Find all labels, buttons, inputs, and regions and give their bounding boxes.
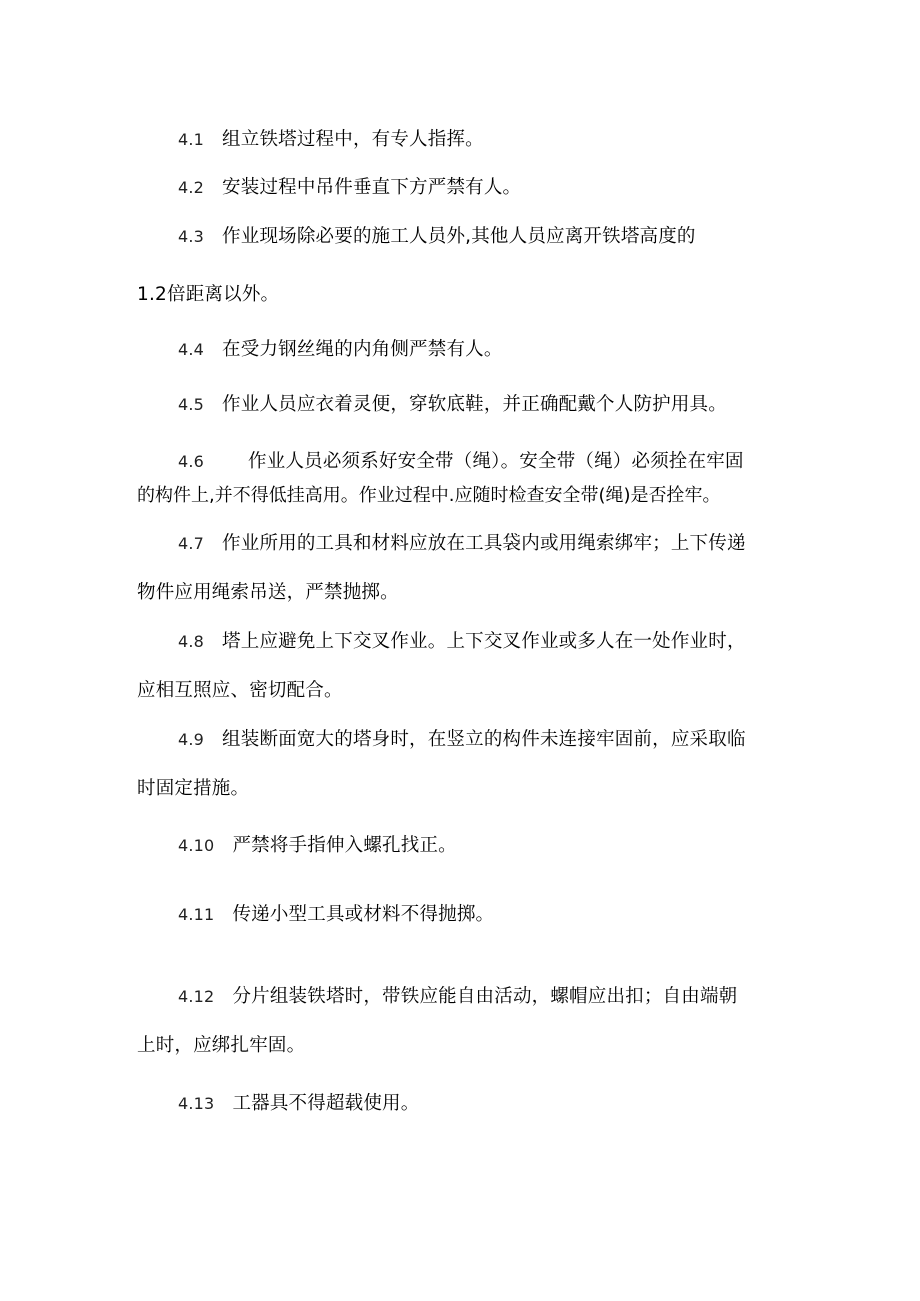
item-number: 4.1 [178,130,205,149]
item-text: 传递小型工具或材料不得抛掷。 [232,904,495,925]
item-number: 4.2 [178,178,205,197]
item-text: 组立铁塔过程中，有专人指挥。 [222,129,484,150]
item-4-8-continuation [137,679,343,703]
item-4-11 [178,903,494,927]
item-4-3-continuation [137,283,279,307]
item-4-8 [178,630,746,654]
item-text: 作业人员必须系好安全带（绳）。安全带（绳）必须拴在牢固 [248,451,744,472]
item-number: 4.3 [178,227,205,246]
item-text: 上时，应绑扎牢固。 [137,1035,306,1056]
item-4-7-continuation [137,581,399,605]
item-number: 4.8 [178,632,205,651]
item-4-9-continuation [137,777,249,801]
item-number: 4.10 [178,836,215,855]
item-4-13 [178,1092,419,1116]
item-text: 时固定措施。 [137,778,250,799]
item-number: 4.6 [178,452,205,471]
item-number: 4.9 [178,730,205,749]
item-4-12 [178,985,737,1009]
item-number: 4.13 [178,1094,215,1113]
item-4-3 [178,225,696,249]
item-4-4 [178,338,503,362]
item-4-2 [178,176,521,200]
item-text: 工器具不得超载使用。 [232,1093,420,1114]
item-4-6 [178,450,744,474]
item-number: 4.4 [178,340,205,359]
item-text: 塔上应避免上下交叉作业。上下交叉作业或多人在一处作业时， [222,631,746,652]
item-number: 4.7 [178,534,205,553]
item-text: 组装断面宽大的塔身时，在竖立的构件未连接牢固前，应采取临 [222,729,746,750]
item-4-9 [178,728,746,752]
item-4-12-continuation [137,1034,305,1058]
item-4-5 [178,393,727,417]
item-4-7 [178,532,746,556]
item-text: 安装过程中吊件垂直下方严禁有人。 [222,177,522,198]
item-number: 4.5 [178,395,205,414]
item-text: 作业所用的工具和材料应放在工具袋内或用绳索绑牢；上下传递 [222,533,746,554]
item-4-6-continuation [137,484,721,508]
item-text: 严禁将手指伸入螺孔找正。 [232,835,457,856]
item-text: 的构件上,并不得低挂高用。作业过程中.应随时检查安全带(绳)是否拴牢。 [137,485,721,506]
item-text: 在受力钢丝绳的内角侧严禁有人。 [222,339,503,360]
item-text: 1.2倍距离以外。 [137,284,280,305]
item-4-1 [178,128,484,152]
item-text: 物件应用绳索吊送，严禁抛掷。 [137,582,399,603]
item-text: 应相互照应、密切配合。 [137,680,343,701]
item-text: 分片组装铁塔时，带铁应能自由活动，螺帽应出扣；自由端朝 [232,986,738,1007]
item-number: 4.12 [178,987,215,1006]
item-number: 4.11 [178,905,215,924]
item-4-10 [178,834,457,858]
item-text: 作业现场除必要的施工人员外,其他人员应离开铁塔高度的 [222,226,696,247]
item-text: 作业人员应衣着灵便，穿软底鞋，并正确配戴个人防护用具。 [222,394,727,415]
